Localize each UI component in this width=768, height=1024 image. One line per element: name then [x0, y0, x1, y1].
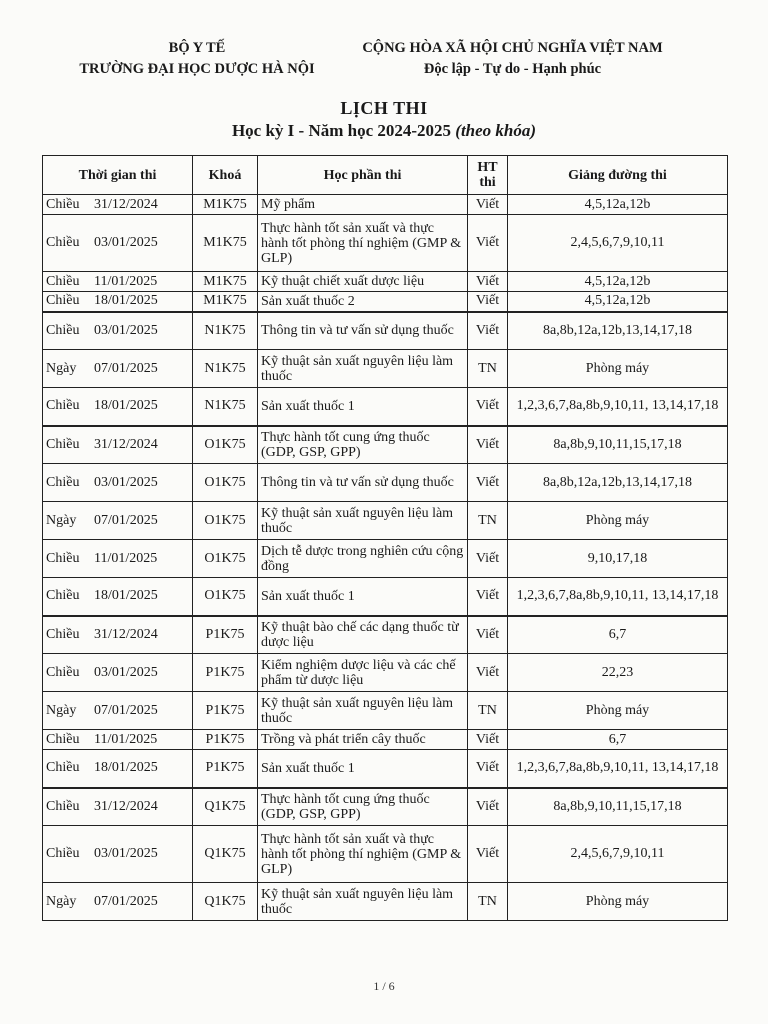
cell-room: 6,7	[508, 616, 728, 654]
cell-khoa: P1K75	[193, 692, 258, 730]
cell-date: 18/01/2025	[94, 588, 158, 604]
national-motto: Độc lập - Tự do - Hạnh phúc	[423, 61, 602, 77]
cell-session: Chiều	[46, 798, 80, 814]
cell-date: 03/01/2025	[94, 846, 158, 861]
cell-ht: TN	[468, 692, 508, 730]
cell-time	[43, 692, 193, 730]
cell-room: 6,7	[508, 730, 728, 750]
cell-session: Chiều	[46, 664, 80, 680]
cell-room: 2,4,5,6,7,9,10,11	[508, 826, 728, 883]
cell-date: 07/01/2025	[94, 702, 158, 718]
cell-date: 18/01/2025	[94, 760, 158, 776]
table-row	[43, 464, 728, 502]
cell-date: 31/12/2024	[94, 626, 158, 642]
cell-room: 8a,8b,9,10,11,15,17,18	[508, 426, 728, 464]
subtitle-note: (theo khóa)	[455, 121, 537, 140]
page-title: LỊCH THI	[340, 98, 428, 118]
country-name: CỘNG HÒA XÃ HỘI CHỦ NGHĨA VIỆT NAM	[362, 40, 663, 56]
cell-ht: Viết	[468, 730, 508, 750]
cell-room: 1,2,3,6,7,8a,8b,9,10,11, 13,14,17,18	[508, 388, 728, 426]
table-body	[43, 195, 728, 921]
cell-ht: TN	[468, 350, 508, 388]
cell-room: 4,5,12a,12b	[508, 292, 728, 312]
cell-date: 18/01/2025	[94, 293, 158, 309]
national-heading	[330, 38, 695, 80]
cell-session: Chiều	[46, 550, 80, 566]
cell-time	[43, 350, 193, 388]
cell-time	[43, 272, 193, 292]
cell-session: Chiều	[46, 196, 80, 212]
cell-khoa: M1K75	[193, 215, 258, 272]
cell-course: Sản xuất thuốc 1	[258, 578, 468, 616]
exam-schedule-table	[42, 155, 728, 921]
cell-course: Kỹ thuật sản xuất nguyên liệu làm thuốc	[258, 883, 468, 921]
cell-time	[43, 502, 193, 540]
cell-date: 03/01/2025	[94, 664, 158, 680]
cell-ht: Viết	[468, 215, 508, 272]
cell-khoa: O1K75	[193, 578, 258, 616]
cell-course: Mỹ phẩm	[258, 195, 468, 215]
cell-room: 8a,8b,12a,12b,13,14,17,18	[508, 312, 728, 350]
cell-ht: Viết	[468, 654, 508, 692]
cell-ht: Viết	[468, 464, 508, 502]
cell-ht: Viết	[468, 272, 508, 292]
table-row	[43, 788, 728, 826]
cell-khoa: M1K75	[193, 272, 258, 292]
cell-room: 2,4,5,6,7,9,10,11	[508, 215, 728, 272]
cell-date: 31/12/2024	[94, 436, 158, 452]
cell-time	[43, 312, 193, 350]
table-row	[43, 730, 728, 750]
table-row	[43, 312, 728, 350]
cell-time	[43, 654, 193, 692]
cell-date: 07/01/2025	[94, 512, 158, 528]
cell-time	[43, 578, 193, 616]
cell-ht: Viết	[468, 292, 508, 312]
cell-course: Sản xuất thuốc 1	[258, 750, 468, 788]
cell-khoa: Q1K75	[193, 788, 258, 826]
cell-date: 07/01/2025	[94, 360, 158, 376]
table-row	[43, 292, 728, 312]
cell-khoa: P1K75	[193, 616, 258, 654]
table-row	[43, 350, 728, 388]
cell-time	[43, 730, 193, 750]
cell-room: Phòng máy	[508, 692, 728, 730]
cell-room: Phòng máy	[508, 350, 728, 388]
cell-time	[43, 826, 193, 883]
cell-ht: Viết	[468, 788, 508, 826]
cell-ht: Viết	[468, 426, 508, 464]
cell-course: Sản xuất thuốc 2	[258, 292, 468, 312]
cell-course: Thực hành tốt sản xuất và thực hành tốt phòng thí nghiệm (GMP & GLP)	[258, 215, 468, 272]
cell-course: Kiểm nghiệm dược liệu và các chế phẩm từ dược liệu	[258, 654, 468, 692]
cell-session: Chiều	[46, 588, 80, 604]
table-row	[43, 388, 728, 426]
cell-time	[43, 215, 193, 272]
table-row	[43, 750, 728, 788]
cell-session: Chiều	[46, 436, 80, 452]
school-name: TRƯỜNG ĐẠI HỌC DƯỢC HÀ NỘI	[79, 61, 315, 77]
table-row	[43, 883, 728, 921]
cell-khoa: Q1K75	[193, 883, 258, 921]
table-row	[43, 272, 728, 292]
cell-session: Chiều	[46, 293, 80, 309]
cell-room: 4,5,12a,12b	[508, 272, 728, 292]
cell-time	[43, 464, 193, 502]
cell-time	[43, 788, 193, 826]
document-header	[0, 38, 768, 82]
cell-ht: Viết	[468, 540, 508, 578]
cell-room: 4,5,12a,12b	[508, 195, 728, 215]
cell-session: Ngày	[46, 360, 77, 376]
table-row	[43, 215, 728, 272]
cell-ht: Viết	[468, 750, 508, 788]
cell-room: 8a,8b,9,10,11,15,17,18	[508, 788, 728, 826]
cell-room: 1,2,3,6,7,8a,8b,9,10,11, 13,14,17,18	[508, 750, 728, 788]
table-row	[43, 692, 728, 730]
cell-khoa: O1K75	[193, 464, 258, 502]
table-row	[43, 654, 728, 692]
header-course: Học phần thi	[258, 156, 468, 195]
cell-room: 8a,8b,12a,12b,13,14,17,18	[508, 464, 728, 502]
cell-khoa: N1K75	[193, 388, 258, 426]
cell-course: Kỹ thuật sản xuất nguyên liệu làm thuốc	[258, 350, 468, 388]
cell-ht: Viết	[468, 195, 508, 215]
cell-khoa: M1K75	[193, 195, 258, 215]
cell-session: Chiều	[46, 398, 80, 414]
subtitle-text: Học kỳ I - Năm học 2024-2025	[231, 121, 452, 140]
table-row	[43, 195, 728, 215]
table-row	[43, 616, 728, 654]
cell-course: Kỹ thuật bào chế các dạng thuốc từ dược liệu	[258, 616, 468, 654]
cell-date: 11/01/2025	[94, 550, 158, 566]
cell-khoa: N1K75	[193, 312, 258, 350]
cell-date: 03/01/2025	[94, 322, 158, 338]
cell-room: Phòng máy	[508, 502, 728, 540]
cell-course: Thực hành tốt sản xuất và thực hành tốt phòng thí nghiệm (GMP & GLP)	[258, 826, 468, 883]
cell-time	[43, 883, 193, 921]
cell-room: Phòng máy	[508, 883, 728, 921]
table-row	[43, 426, 728, 464]
cell-course: Thông tin và tư vấn sử dụng thuốc	[258, 464, 468, 502]
cell-ht: Viết	[468, 312, 508, 350]
cell-room: 1,2,3,6,7,8a,8b,9,10,11, 13,14,17,18	[508, 578, 728, 616]
cell-session: Chiều	[46, 846, 80, 861]
cell-khoa: O1K75	[193, 502, 258, 540]
cell-time	[43, 426, 193, 464]
ministry-name: BỘ Y TẾ	[168, 40, 226, 56]
cell-date: 11/01/2025	[94, 731, 158, 747]
cell-time	[43, 616, 193, 654]
cell-course: Kỹ thuật sản xuất nguyên liệu làm thuốc	[258, 502, 468, 540]
cell-ht: TN	[468, 502, 508, 540]
cell-time	[43, 292, 193, 312]
cell-date: 31/12/2024	[94, 196, 158, 212]
cell-session: Ngày	[46, 512, 77, 528]
cell-course: Thực hành tốt cung ứng thuốc (GDP, GSP, GPP)	[258, 426, 468, 464]
cell-course: Kỹ thuật sản xuất nguyên liệu làm thuốc	[258, 692, 468, 730]
cell-khoa: Q1K75	[193, 826, 258, 883]
cell-ht: TN	[468, 883, 508, 921]
cell-khoa: N1K75	[193, 350, 258, 388]
cell-date: 03/01/2025	[94, 235, 158, 250]
cell-course: Thực hành tốt cung ứng thuốc (GDP, GSP, GPP)	[258, 788, 468, 826]
cell-time	[43, 750, 193, 788]
cell-session: Chiều	[46, 235, 80, 250]
cell-room: 9,10,17,18	[508, 540, 728, 578]
table-row	[43, 578, 728, 616]
header-time: Thời gian thi	[43, 156, 193, 195]
cell-khoa: M1K75	[193, 292, 258, 312]
cell-ht: Viết	[468, 578, 508, 616]
header-room: Giảng đường thi	[508, 156, 728, 195]
cell-course: Kỹ thuật chiết xuất dược liệu	[258, 272, 468, 292]
cell-ht: Viết	[468, 388, 508, 426]
cell-khoa: P1K75	[193, 654, 258, 692]
cell-khoa: P1K75	[193, 730, 258, 750]
table-row	[43, 502, 728, 540]
cell-course: Sản xuất thuốc 1	[258, 388, 468, 426]
cell-room: 22,23	[508, 654, 728, 692]
cell-session: Chiều	[46, 760, 80, 776]
cell-khoa: O1K75	[193, 426, 258, 464]
cell-date: 07/01/2025	[94, 893, 158, 909]
cell-time	[43, 388, 193, 426]
cell-time	[43, 195, 193, 215]
table-row	[43, 826, 728, 883]
cell-date: 03/01/2025	[94, 474, 158, 490]
cell-session: Chiều	[46, 322, 80, 338]
cell-course: Thông tin và tư vấn sử dụng thuốc	[258, 312, 468, 350]
issuer-block	[52, 38, 342, 80]
cell-time	[43, 540, 193, 578]
cell-session: Ngày	[46, 893, 77, 909]
cell-course: Dịch tễ dược trong nghiên cứu cộng đồng	[258, 540, 468, 578]
cell-khoa: O1K75	[193, 540, 258, 578]
table-row	[43, 540, 728, 578]
header-khoa: Khoá	[193, 156, 258, 195]
page-number: 1 / 6	[373, 979, 395, 993]
cell-session: Ngày	[46, 702, 77, 718]
header-ht: HT thi	[468, 156, 508, 195]
cell-date: 31/12/2024	[94, 798, 158, 814]
cell-session: Chiều	[46, 731, 80, 747]
cell-ht: Viết	[468, 616, 508, 654]
table-header-row	[43, 156, 728, 195]
cell-course: Trồng và phát triển cây thuốc	[258, 730, 468, 750]
cell-session: Chiều	[46, 474, 80, 490]
cell-khoa: P1K75	[193, 750, 258, 788]
cell-ht: Viết	[468, 826, 508, 883]
cell-date: 18/01/2025	[94, 398, 158, 414]
cell-session: Chiều	[46, 273, 80, 289]
cell-date: 11/01/2025	[94, 273, 158, 289]
page-subtitle	[0, 121, 768, 141]
cell-session: Chiều	[46, 626, 80, 642]
